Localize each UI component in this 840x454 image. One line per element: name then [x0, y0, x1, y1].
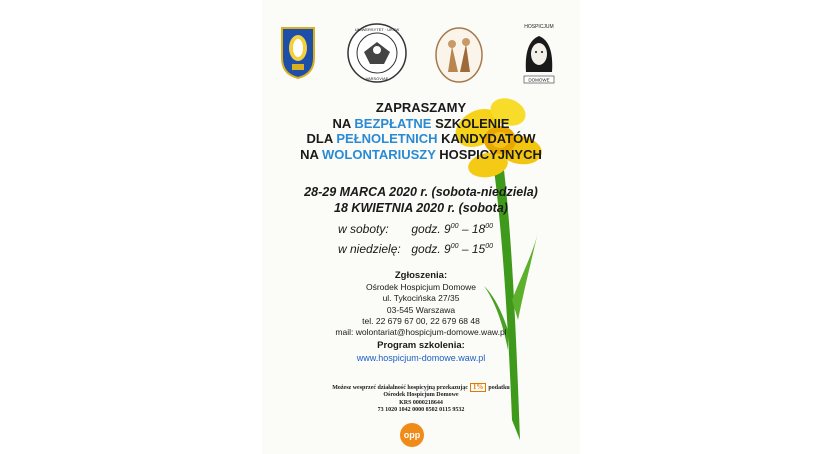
diocese-crest-icon: [278, 24, 318, 80]
headline-line-4: NA WOLONTARIUSZY HOSPICYJNYCH: [300, 146, 542, 162]
opp-logo-icon: opp: [400, 423, 424, 447]
headline-line-3: DLA PEŁNOLETNICH KANDYDATÓW: [306, 131, 536, 146]
contact-heading: Zgłoszenia:: [394, 270, 448, 281]
saturday-hours: w soboty: godz. $9^{00} - 18^{00}$: [338, 222, 494, 236]
svg-text:UNIWERSYTET · UKSW: UNIWERSYTET · UKSW: [354, 27, 400, 32]
headline-line-2: NA BEZPŁATNE SZKOLENIE: [332, 115, 510, 131]
footer-account: 73 1020 1042 0000 8502 0115 9532: [377, 407, 465, 414]
footer-org: Ośrodek Hospicjum Domowe: [383, 392, 459, 399]
program-heading: Program szkolenia:: [377, 340, 465, 351]
training-program: [262, 340, 580, 364]
contact-phone: tel. 22 679 67 00, 22 679 68 48: [362, 315, 480, 326]
one-percent-badge: 1%: [470, 383, 487, 392]
university-seal-icon: [346, 22, 408, 84]
sunday-hours: w niedzielę: godz. $9^{00} - 15^{00}$: [338, 242, 494, 256]
hospice-portrait-logo-icon: [514, 22, 564, 84]
contact-street: ul. Tykocińska 27/35: [382, 293, 460, 304]
poster: [262, 0, 580, 454]
donation-footer: [262, 383, 580, 415]
training-hours: [338, 218, 493, 258]
date-line-1: 28-29 MARCA 2020 r. (sobota-niedziela): [304, 185, 538, 199]
headline-line-1: ZAPRASZAMY: [375, 100, 467, 115]
saints-medallion-icon: [434, 26, 484, 84]
contact-mail[interactable]: mail: wolontariat@hospicjum-domowe.waw.pl: [335, 327, 507, 338]
logos-row: [274, 24, 568, 84]
registration-contact: [262, 270, 580, 338]
training-dates: [262, 184, 580, 216]
contact-city: 03-545 Warszawa: [386, 304, 456, 315]
svg-text:VARSOVIAE: VARSOVIAE: [365, 76, 389, 81]
svg-text:DOMOWE: DOMOWE: [528, 77, 550, 83]
contact-org: Ośrodek Hospicjum Domowe: [365, 282, 477, 293]
program-link[interactable]: www.hospicjum-domowe.waw.pl: [356, 353, 486, 363]
date-line-2: 18 KWIETNIA 2020 r. (sobota): [334, 201, 508, 215]
donation-line: Możesz wesprzeć działalność hospicyjną przekazując 1% podatku: [332, 383, 510, 392]
headline: [262, 100, 580, 162]
svg-text:HOSPICJUM: HOSPICJUM: [524, 24, 554, 30]
footer-krs: KRS 0000218644: [399, 399, 443, 406]
